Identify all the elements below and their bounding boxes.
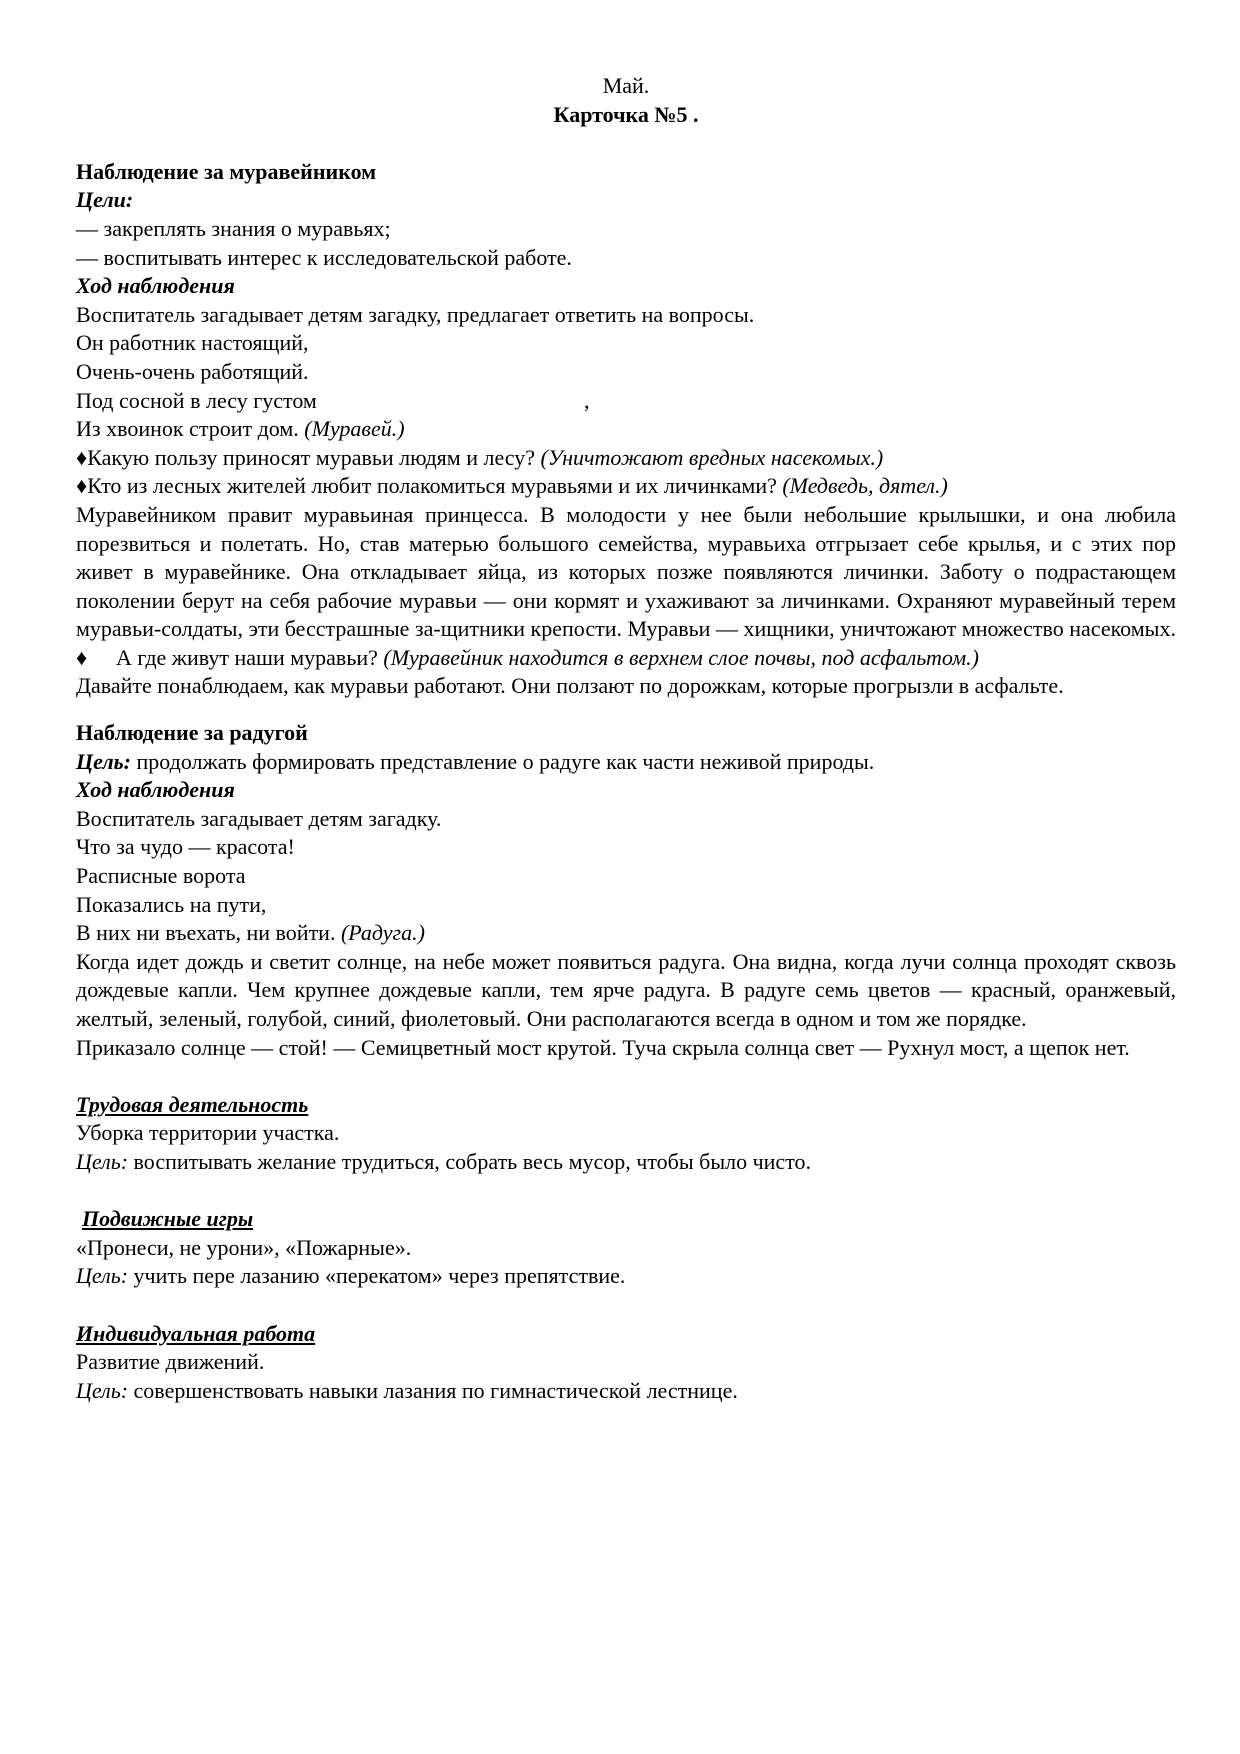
section-title-games: Подвижные игры (82, 1206, 254, 1232)
riddle-line-text: В них ни въехать, ни войти. (76, 920, 336, 946)
riddle-line (76, 415, 1176, 444)
document-page (76, 72, 1176, 1405)
goal-line (76, 1262, 1176, 1291)
riddle-line-text: Под сосной в лесу густом (76, 387, 317, 413)
question-item (76, 644, 1176, 673)
riddle-answer: (Муравей.) (304, 416, 405, 442)
goal-item: — воспитывать интерес к исследовательской работе. (76, 244, 572, 270)
riddle-line: Расписные ворота (76, 863, 246, 889)
riddle-line: Очень-очень работящий. (76, 358, 309, 384)
body-paragraph: Когда идет дождь и светит солнце, на небе может появиться радуга. Она видна, когда лучи солнца проходят сквозь дождевые капли. Чем крупнее дождевые капли, тем ярче радуга. В радуге семь цветов — красный, оранжевый, желтый, зеленый, голубой, синий, фиолетовый. Они располагаются всегда в одном и том же порядке. (76, 948, 1176, 1031)
course-label: Ход наблюдения (76, 777, 235, 803)
question-text: Какую пользу приносят муравьи людям и лесу? (87, 444, 536, 470)
section-rainbow (76, 719, 1176, 1062)
riddle-line: Что за чудо — красота! (76, 834, 295, 860)
stray-comma: , (584, 387, 590, 413)
diamond-bullet-icon: ♦ (76, 444, 88, 470)
section-games (76, 1205, 1176, 1291)
riddle-line-text: Из хвоинок строит дом. (76, 416, 299, 442)
goals-label: Цели: (76, 187, 134, 213)
section-title-individual: Индивидуальная работа (76, 1320, 316, 1346)
section-title-rainbow: Наблюдение за радугой (76, 720, 308, 746)
goal-text: совершенствовать навыки лазания по гимнастической лестнице. (133, 1377, 738, 1403)
goal-label: Цель: (76, 748, 131, 774)
section-title-anthill: Наблюдение за муравейником (76, 158, 377, 184)
question-text: А где живут наши муравьи? (116, 644, 378, 670)
diamond-bullet-icon: ♦ (76, 473, 88, 499)
goal-label: Цель: (76, 1148, 129, 1174)
month-heading: Май. (602, 73, 650, 98)
card-title: Карточка №5 . (553, 101, 699, 127)
question-text: Кто из лесных жителей любит полакомиться муравьями и их личинками? (87, 473, 777, 499)
goal-line (76, 1148, 1176, 1177)
riddle-line (76, 387, 1176, 416)
section-individual (76, 1320, 1176, 1406)
goal-item: — закреплять знания о муравьях; (76, 215, 391, 241)
games-list: «Пронеси, не урони», «Пожарные». (76, 1234, 412, 1260)
goal-label: Цель: (76, 1377, 129, 1403)
body-paragraph: Давайте понаблюдаем, как муравьи работают. Они ползают по дорожкам, которые прогрызли в асфальте. (76, 673, 1064, 699)
goal-text: учить пере лазанию «перекатом» через препятствие. (133, 1263, 626, 1289)
poem-text: Приказало солнце — стой! — Семицветный мост крутой. Туча скрыла солнца свет — Рухнул мост, а щепок нет. (76, 1034, 1130, 1060)
goal-text: продолжать формировать представление о радуге как части неживой природы. (136, 748, 875, 774)
task-text: Развитие движений. (76, 1349, 265, 1375)
task-text: Уборка территории участка. (76, 1120, 340, 1146)
diamond-bullet-icon: ♦ (76, 644, 88, 670)
riddle-answer: (Радуга.) (340, 920, 425, 946)
goal-line (76, 1377, 1176, 1406)
riddle-line: Он работник настоящий, (76, 330, 309, 356)
intro-text: Воспитатель загадывает детям загадку. (76, 805, 442, 831)
riddle-line: Показались на пути, (76, 891, 267, 917)
section-anthill (76, 158, 1176, 701)
section-title-labor: Трудовая деятельность (76, 1091, 309, 1117)
question-answer: (Уничтожают вредных насекомых.) (540, 444, 884, 470)
goal-label: Цель: (76, 1263, 129, 1289)
goal-text: воспитывать желание трудиться, собрать весь мусор, чтобы было чисто. (133, 1148, 812, 1174)
question-answer: (Муравейник находится в верхнем слое почвы, под асфальтом.) (383, 644, 979, 670)
question-answer: (Медведь, дятел.) (782, 473, 948, 499)
question-item (76, 444, 1176, 473)
riddle-line (76, 919, 1176, 948)
body-paragraph: Муравейником правит муравьиная принцесса. В молодости у нее были небольшие крылышки, и она любила порезвиться и полетать. Но, став матерью большого семейства, муравьиха отгрызает себе крылья, и с этих пор живет в муравейнике. Она откладывает яйца, из которых позже появляются личинки. Заботу о подрастающем поколении берут на себя рабочие муравьи — они кормят и ухаживают за личинками. Охраняют муравейный терем муравьи-солдаты, эти бесстрашные за-щитники крепости. Муравьи — хищники, уничтожают множество насекомых. (76, 501, 1176, 642)
intro-text: Воспитатель загадывает детям загадку, предлагает ответить на вопросы. (76, 301, 755, 327)
section-labor (76, 1091, 1176, 1177)
course-label: Ход наблюдения (76, 273, 235, 299)
question-item (76, 472, 1176, 501)
goal-line (76, 748, 1176, 777)
